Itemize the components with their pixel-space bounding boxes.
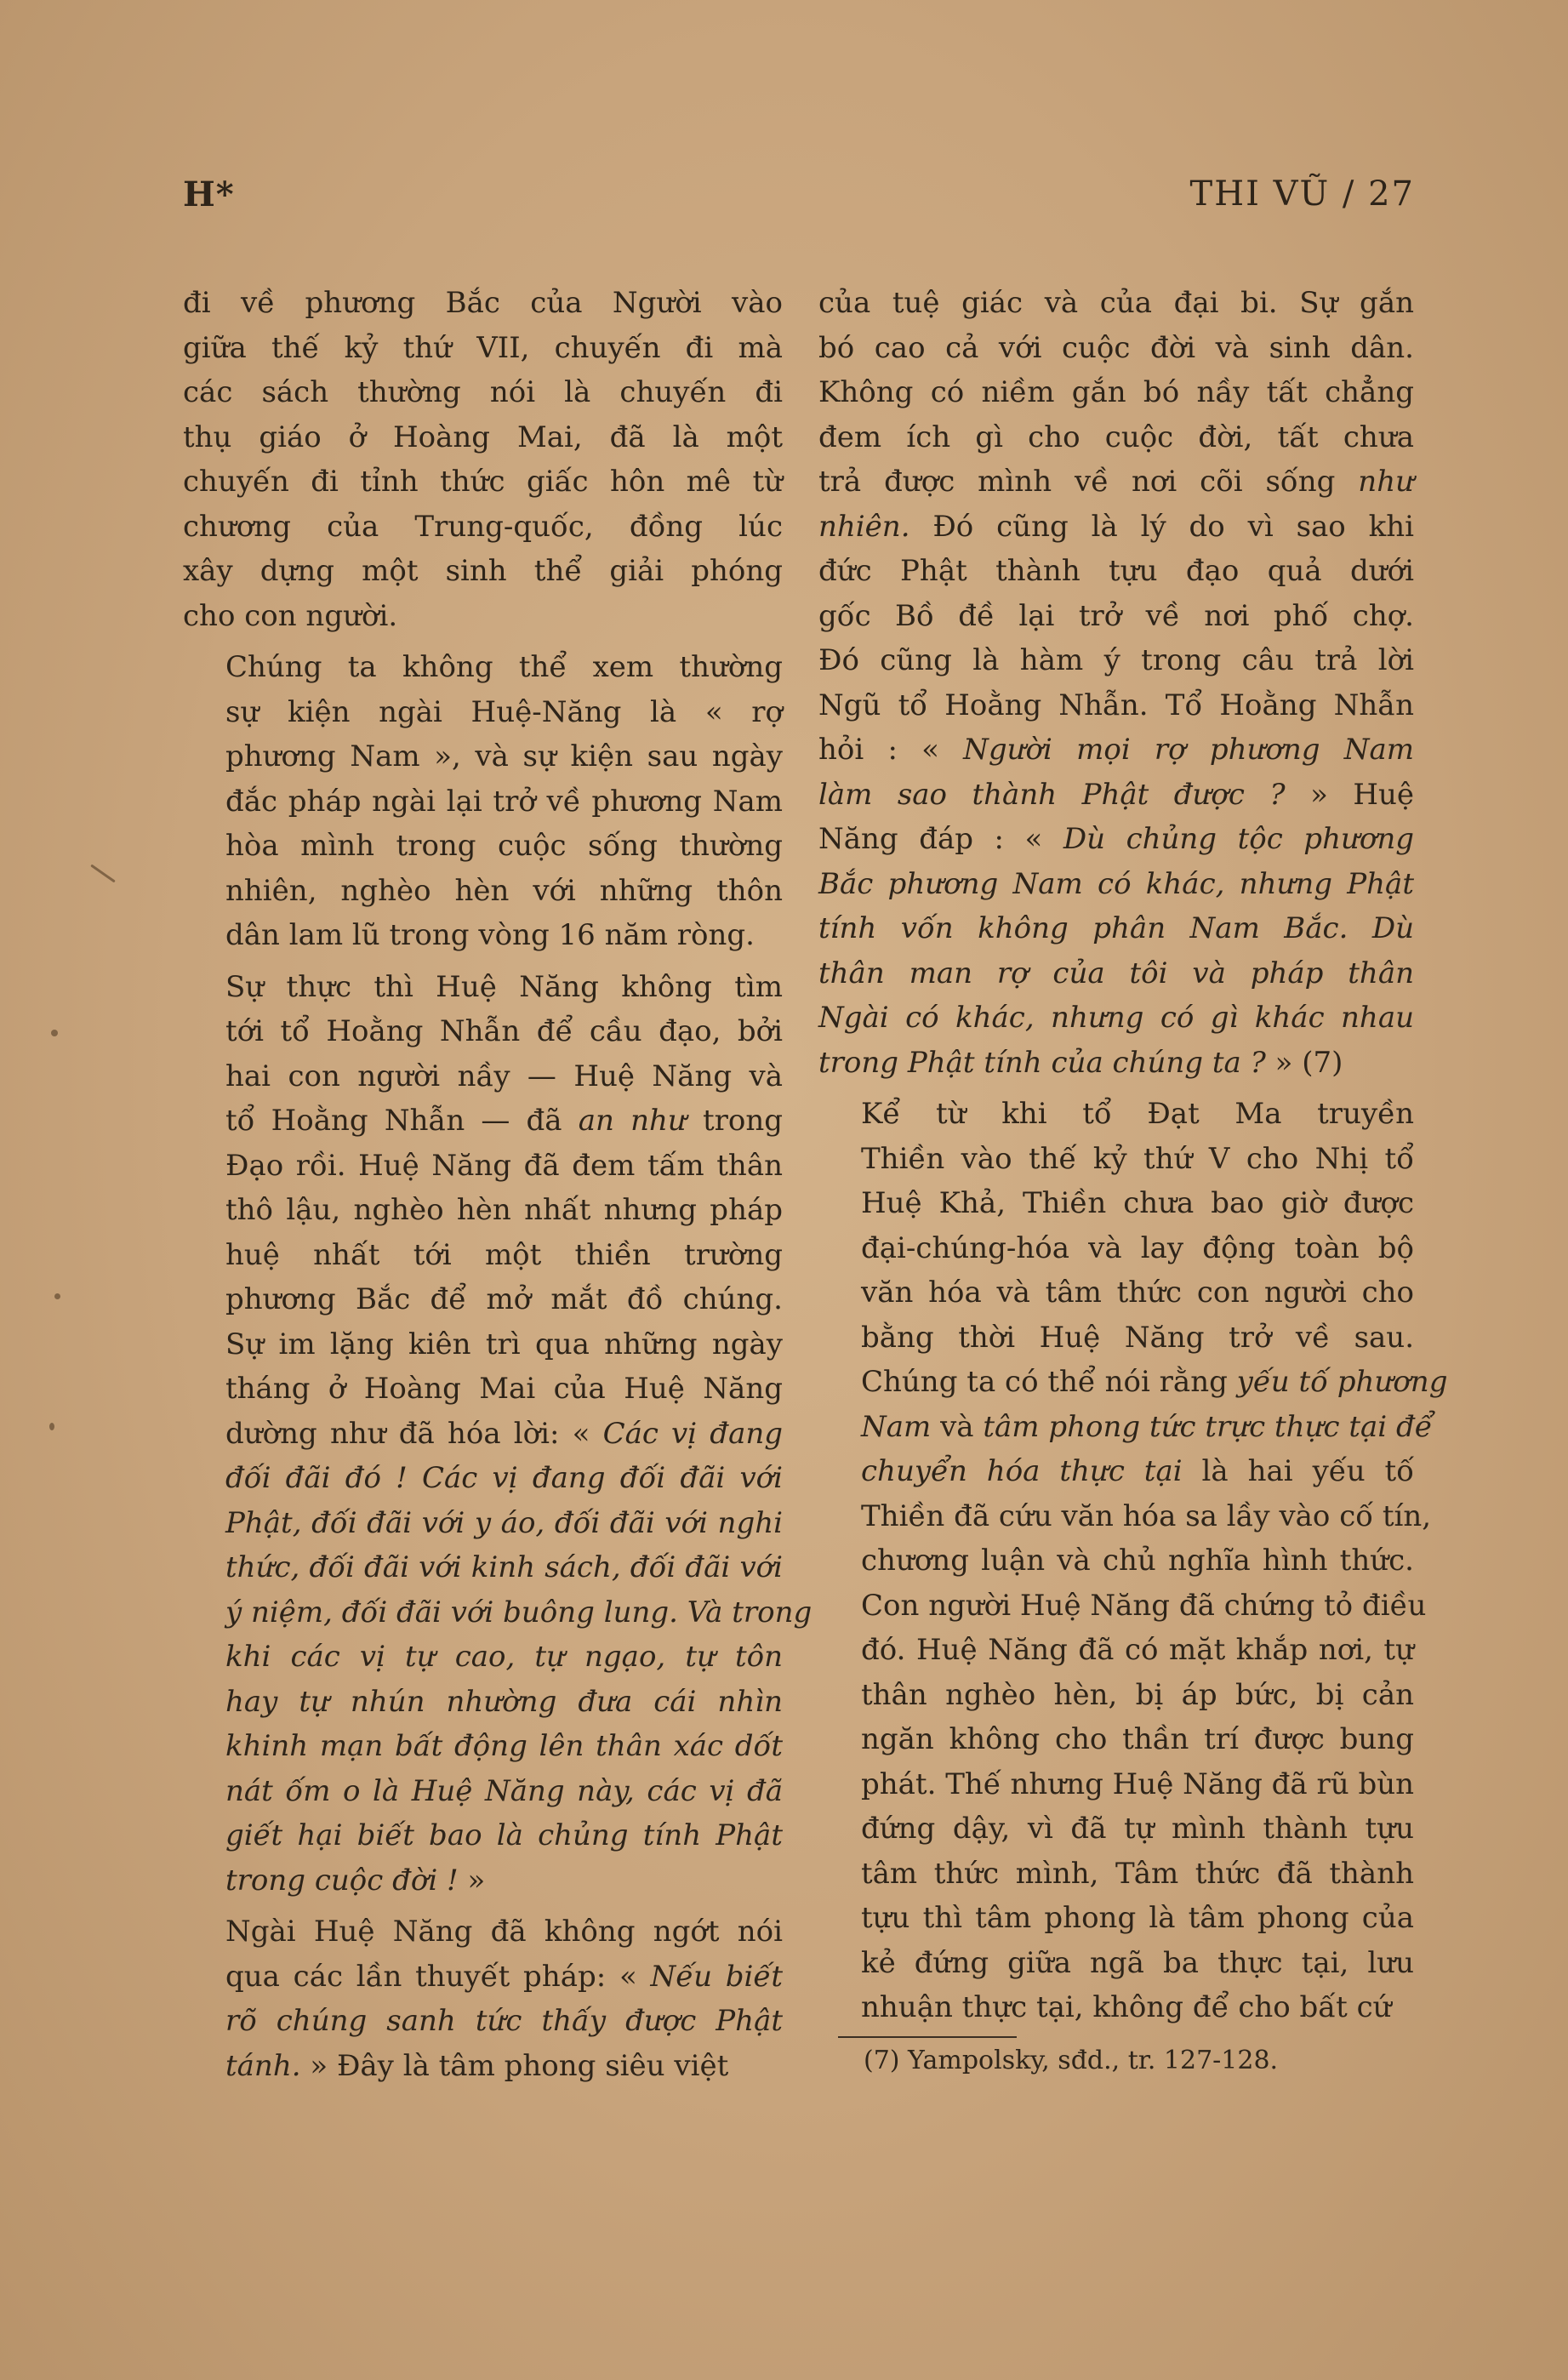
text-line: nát ốm o là Huệ Năng này, các vị đã (225, 1773, 783, 1808)
text-line: tháng ở Hoàng Mai của Huệ Năng (225, 1372, 783, 1406)
text-line: bằng thời Huệ Năng trở về sau. (861, 1320, 1414, 1355)
text-line: Thiền đã cứu văn hóa sa lầy vào cố tín, (861, 1498, 1432, 1533)
text-line: làm sao thành Phật được ? » Huệ (818, 777, 1414, 812)
text-line: Năng đáp : « Dù chủng tộc phương (818, 822, 1414, 856)
left-column (183, 281, 813, 2095)
text-line: Đạo rồi. Huệ Năng đã đem tấm thân (225, 1148, 783, 1183)
smudge (90, 865, 116, 883)
text-line: gốc Bồ đề lại trở về nơi phố chợ. (818, 598, 1414, 633)
text-line: tâm thức mình, Tâm thức đã thành (861, 1856, 1414, 1891)
text-line: tới tổ Hoằng Nhẫn để cầu đạo, bởi (225, 1014, 783, 1048)
text-line: chương luận và chủ nghĩa hình thức. (861, 1544, 1414, 1578)
text-line: hai con người nầy — Huệ Năng và (225, 1059, 783, 1093)
text-line: Chúng ta có thể nói rằng yếu tố phương (861, 1365, 1448, 1399)
paragraph (183, 965, 813, 1903)
text-line: huệ nhất tới một thiền trường (225, 1237, 783, 1272)
text-line: đức Phật thành tựu đạo quả dưới (818, 554, 1414, 588)
text-line: đắc pháp ngài lại trở về phương Nam (225, 784, 783, 819)
text-line: Nam và tâm phong tức trực thực tại để (861, 1409, 1433, 1444)
running-header: THI VŨ / 27 (1189, 174, 1415, 214)
text-line: chương của Trung-quốc, đồng lúc (183, 509, 783, 544)
text-line: hay tự nhún nhường đưa cái nhìn (225, 1684, 783, 1719)
text-line: đứng dậy, vì đã tự mình thành tựu (861, 1812, 1414, 1846)
right-column (818, 281, 1448, 2037)
text-line: nhiên, nghèo hèn với những thôn (225, 873, 783, 908)
paragraph (183, 281, 783, 638)
text-line: tựu thì tâm phong là tâm phong của (861, 1901, 1414, 1935)
text-line: thức, đối đãi với kinh sách, đối đãi với (225, 1550, 783, 1584)
paragraph (818, 1092, 1448, 2030)
text-line: Đó cũng là hàm ý trong câu trả lời (818, 643, 1414, 677)
speck (51, 1030, 58, 1036)
text-line: các sách thường nói là chuyến đi (183, 375, 783, 409)
text-line: chuyển hóa thực tại là hai yếu tố (861, 1454, 1415, 1488)
text-line: chuyến đi tỉnh thức giấc hôn mê từ (183, 465, 783, 499)
text-line: của tuệ giác và của đại bi. Sự gắn (818, 286, 1414, 320)
text-line: thô lậu, nghèo hèn nhất nhưng pháp (225, 1193, 783, 1227)
text-line: đối đãi đó ! Các vị đang đối đãi với (225, 1461, 783, 1495)
text-line: thân man rợ của tôi và pháp thân (818, 956, 1414, 990)
text-line: phát. Thế nhưng Huệ Năng đã rũ bùn (861, 1766, 1415, 1801)
text-line: Sự im lặng kiên trì qua những ngày (225, 1327, 783, 1361)
text-line: đó. Huệ Năng đã có mặt khắp nơi, tự (861, 1633, 1414, 1667)
text-line: Bắc phương Nam có khác, nhưng Phật (818, 866, 1414, 901)
text-line: tính vốn không phân Nam Bắc. Dù (818, 911, 1414, 945)
text-line: trả được mình về nơi cõi sống như (818, 465, 1414, 499)
text-line: phương Nam », và sự kiện sau ngày (225, 739, 783, 773)
text-line: tánh. » Đây là tâm phong siêu việt (225, 2048, 729, 2083)
text-line: trong Phật tính của chúng ta ? » (7) (818, 1045, 1343, 1080)
paragraph (183, 1909, 783, 2088)
speck (54, 1293, 60, 1299)
text-line: rõ chúng sanh tức thấy được Phật (225, 2004, 783, 2038)
paragraph (818, 281, 1414, 1085)
text-line: dường như đã hóa lời: « Các vị đang (225, 1416, 783, 1451)
text-line: đem ích gì cho cuộc đời, tất chưa (818, 419, 1414, 454)
text-line: giết hại biết bao là chủng tính Phật (225, 1818, 783, 1852)
text-line: bó cao cả với cuộc đời và sinh dân. (818, 330, 1414, 365)
paragraph (183, 645, 783, 958)
footnote-rule (838, 2036, 1017, 2038)
text-line: Phật, đối đãi với y áo, đối đãi với nghi (225, 1505, 783, 1540)
text-line: trong cuộc đời ! » (225, 1863, 486, 1898)
text-line: thân nghèo hèn, bị áp bức, bị cản (861, 1677, 1414, 1712)
text-line: ý niệm, đối đãi với buông lung. Và trong (225, 1595, 813, 1629)
text-line: Không có niềm gắn bó nầy tất chẳng (818, 375, 1414, 409)
text-line: dân lam lũ trong vòng 16 năm ròng. (225, 918, 755, 952)
text-line: qua các lần thuyết pháp: « Nếu biết (225, 1959, 783, 1994)
text-line: văn hóa và tâm thức con người cho (861, 1276, 1414, 1310)
text-line: hỏi : « Người mọi rợ phương Nam (818, 733, 1415, 767)
text-line: khinh mạn bất động lên thân xác dốt (225, 1729, 783, 1763)
text-line: Chúng ta không thể xem thường (225, 650, 783, 684)
text-line: thụ giáo ở Hoàng Mai, đã là một (183, 419, 783, 454)
text-line: tổ Hoằng Nhẫn — đã an như trong (225, 1104, 783, 1138)
header-left-mark: H* (183, 174, 235, 214)
text-line: đại-chúng-hóa và lay động toàn bộ (861, 1230, 1414, 1265)
text-line: hòa mình trong cuộc sống thường (225, 829, 783, 863)
footnote: (7) Yampolsky, sđd., tr. 127-128. (864, 2046, 1279, 2075)
text-line: khi các vị tự cao, tự ngạo, tự tôn (225, 1640, 783, 1674)
text-line: Con người Huệ Năng đã chứng tỏ điều (861, 1588, 1427, 1623)
text-line: Ngũ tổ Hoằng Nhẫn. Tổ Hoằng Nhẫn (818, 688, 1414, 722)
text-line: cho con người. (183, 598, 398, 633)
speck (49, 1423, 54, 1430)
text-line: nhiên. Đó cũng là lý do vì sao khi (818, 509, 1414, 544)
text-line: xây dựng một sinh thể giải phóng (183, 554, 783, 588)
text-line: Huệ Khả, Thiền chưa bao giờ được (861, 1186, 1414, 1220)
text-line: giữa thế kỷ thứ VII, chuyến đi mà (183, 330, 783, 365)
text-line: Ngài có khác, nhưng có gì khác nhau (818, 1001, 1414, 1035)
text-line: Sự thực thì Huệ Năng không tìm (225, 969, 783, 1004)
text-line: phương Bắc để mở mắt đồ chúng. (225, 1282, 783, 1316)
text-line: Ngài Huệ Năng đã không ngớt nói (225, 1915, 783, 1949)
text-line: Kể từ khi tổ Đạt Ma truyền (861, 1097, 1414, 1131)
text-line: ngăn không cho thần trí được bung (861, 1722, 1414, 1756)
text-line: Thiền vào thế kỷ thứ V cho Nhị tổ (861, 1141, 1414, 1176)
text-line: kẻ đứng giữa ngã ba thực tại, lưu (861, 1945, 1414, 1980)
text-line: sự kiện ngài Huệ-Năng là « rợ (225, 694, 783, 729)
text-line: nhuận thực tại, không để cho bất cứ (861, 1990, 1392, 2024)
text-line: đi về phương Bắc của Người vào (183, 286, 783, 320)
